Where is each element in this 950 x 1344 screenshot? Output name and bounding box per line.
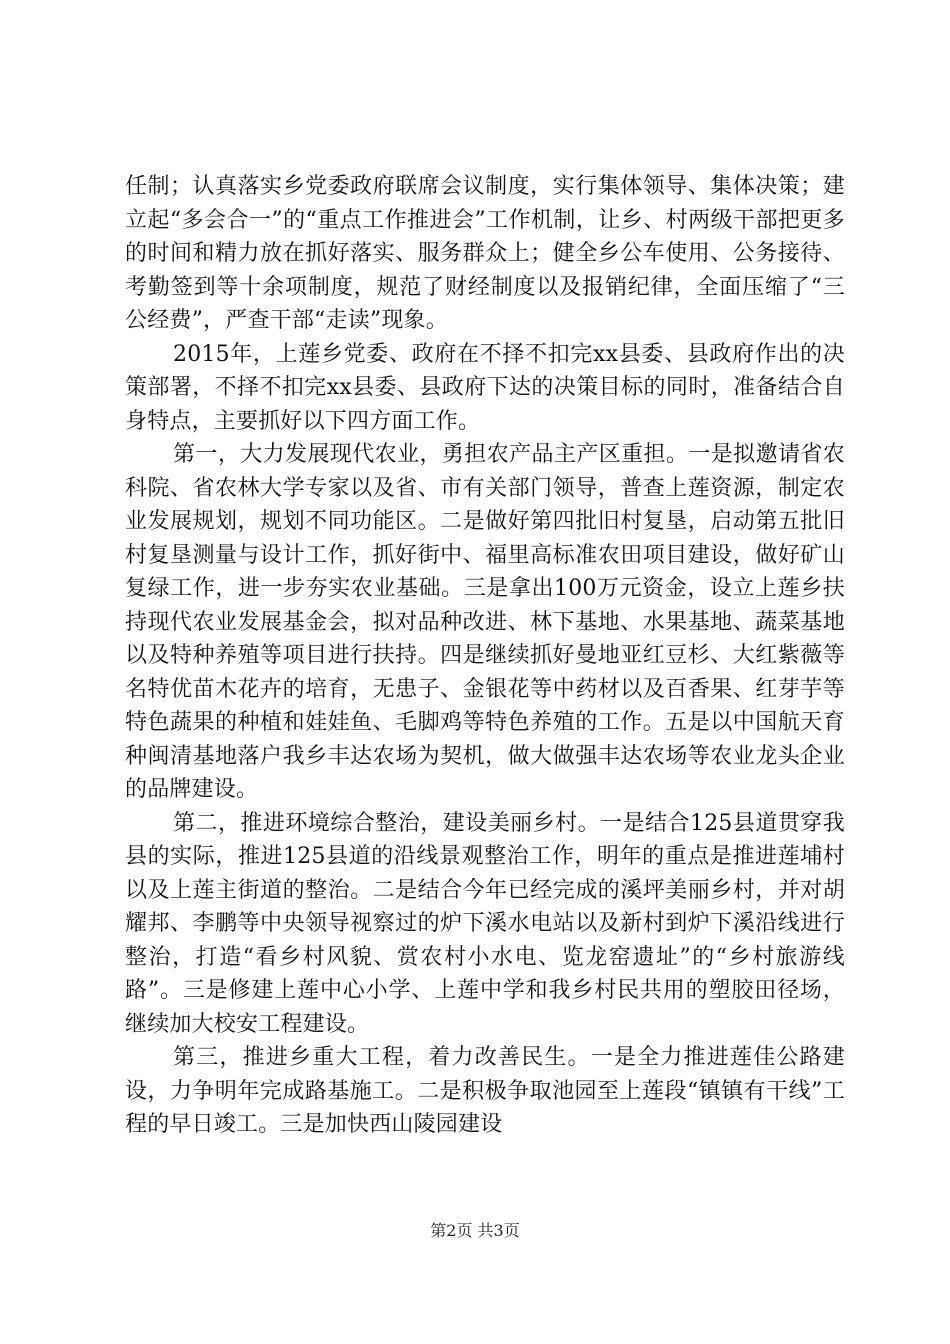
document-body bbox=[125, 170, 845, 1142]
paragraph-4: 第二，推进环境综合整治，建设美丽乡村。一是结合125县道贯穿我县的实际，推进125县道的沿线景观整治工作，明年的重点是推进莲埔村以及上莲主街道的整治。二是结合今年已经完成的溪坪美丽乡村，并对胡耀邦、李鹏等中央领导视察过的炉下溪水电站以及新村到炉下溪沿线进行整治，打造“看乡村风貌、赏农村小水电、览龙窑遗址”的“乡村旅游线路”。三是修建上莲中心小学、上莲中学和我乡村民共用的塑胶田径场，继续加大校安工程建设。 bbox=[125, 810, 845, 1037]
paragraph-3: 第一，大力发展现代农业，勇担农产品主产区重担。一是拟邀请省农科院、省农林大学专家以及省、市有关部门领导，普查上莲资源，制定农业发展规划，规划不同功能区。二是做好第四批旧村复垦，启动第五批旧村复垦测量与设计工作，抓好街中、福里高标准农田项目建设，做好矿山复绿工作，进一步夯实农业基础。三是拿出100万元资金，设立上莲乡扶持现代农业发展基金会，拟对品种改进、林下基地、水果基地、蔬菜基地以及特种养殖等项目进行扶持。四是继续抓好曼地亚红豆杉、大红紫薇等名特优苗木花卉的培育，无患子、金银花等中药材以及百香果、红芽芋等特色蔬果的种植和娃娃鱼、毛脚鸡等特色养殖的工作。五是以中国航天育种闽清基地落户我乡丰达农场为契机，做大做强丰达农场等农业龙头企业的品牌建设。 bbox=[125, 442, 845, 802]
page-number-footer: 第2页 共3页 bbox=[430, 1221, 520, 1240]
paragraph-2: 2015年，上莲乡党委、政府在不择不扣完xx县委、县政府作出的决策部署，不择不扣完xx县委、县政府下达的决策目标的同时，准备结合自身特点，主要抓好以下四方面工作。 bbox=[125, 341, 845, 434]
paragraph-5: 第三，推进乡重大工程，着力改善民生。一是全力推进莲佳公路建设，力争明年完成路基施工。二是积极争取池园至上莲段“镇镇有干线”工程的早日竣工。三是加快西山陵园建设 bbox=[125, 1045, 845, 1137]
paragraph-1: 任制；认真落实乡党委政府联席会议制度，实行集体领导、集体决策；建立起“多会合一”的“重点工作推进会”工作机制，让乡、村两级干部把更多的时间和精力放在抓好落实、服务群众上；健全乡公车使用、公务接待、考勤签到等十余项制度，规范了财经制度以及报销纪律，全面压缩了“三公经费”，严查干部“走读”现象。 bbox=[125, 174, 845, 333]
